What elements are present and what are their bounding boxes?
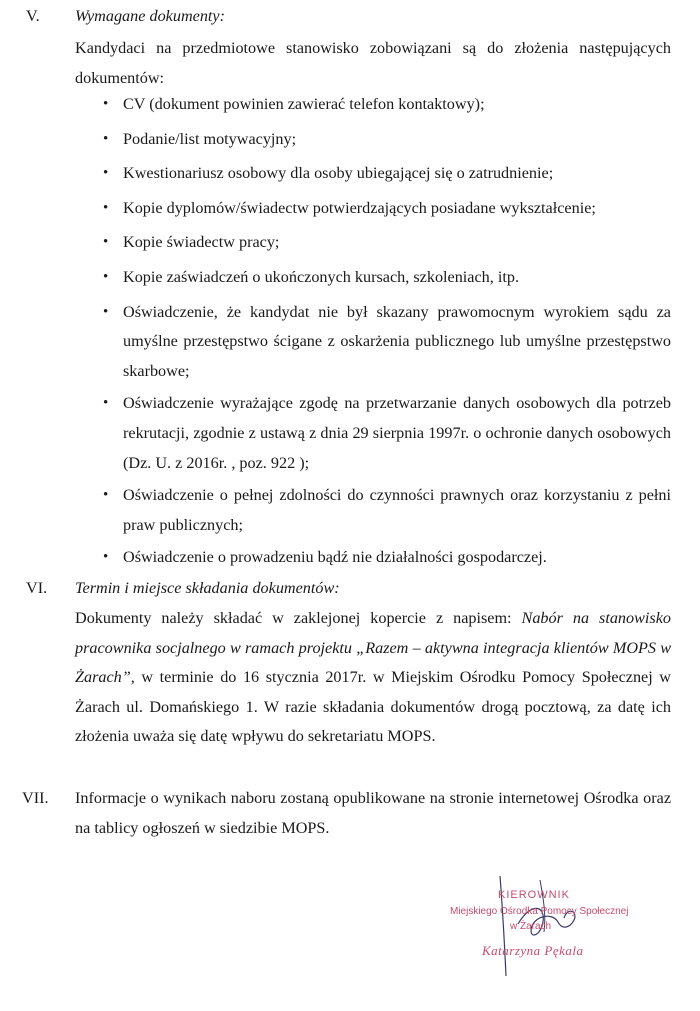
list-item-text: Podanie/list motywacyjny; xyxy=(123,129,297,148)
section-v-heading: Wymagane dokumenty: xyxy=(75,7,225,25)
list-item xyxy=(0,228,671,258)
section-vi-text xyxy=(75,604,671,752)
list-item-text: Oświadczenie, że kandydat nie był skazany prawomocnym wyrokiem sądu za umyślne przestępstwo ścigane z oskarżenia publicznego lub umyślne przestępstwo skarbowe; xyxy=(123,302,671,380)
bullet-icon: • xyxy=(103,487,109,504)
bullet-icon: • xyxy=(103,268,109,285)
list-item xyxy=(0,194,671,224)
list-item xyxy=(0,543,671,573)
list-item-text: Kwestionariusz osobowy dla osoby ubiegającej się o zatrudnienie; xyxy=(123,164,554,183)
official-stamp xyxy=(440,872,670,982)
section-v-intro: Kandydaci na przedmiotowe stanowisko zobowiązani są do złożenia następujących dokumentów: xyxy=(75,39,671,87)
list-item-text: CV (dokument powinien zawierać telefon kontaktowy); xyxy=(123,95,485,113)
bullet-icon: • xyxy=(103,395,109,412)
envelope-inscription: Nabór na stanowisko pracownika socjalnego w ramach projektu „Razem – aktywna integracja klientów MOPS w Żarach” xyxy=(75,609,671,687)
list-item-text: Oświadczenie o prowadzeniu bądź nie działalności gospodarczej. xyxy=(123,548,547,567)
bullet-icon: • xyxy=(103,549,109,566)
bullet-icon: • xyxy=(103,165,109,182)
list-item-text: Oświadczenie o pełnej zdolności do czynności prawnych oraz korzystaniu z pełni praw publicznych; xyxy=(123,486,671,534)
stamp-title: KIEROWNIK xyxy=(498,889,570,901)
section-vi-numeral: VI. xyxy=(26,579,48,597)
list-item-text: Oświadczenie wyrażające zgodę na przetwarzanie danych osobowych dla potrzeb rekrutacji, zgodnie z ustawą z dnia 29 sierpnia 1997r. o ochronie danych osobowych (Dz. U. z 2016r. , poz. 922 ); xyxy=(123,394,671,472)
section-vi-text-details: , w terminie do 16 stycznia 2017r. w Miejskim Ośrodku Pomocy Społecznej w Żarach ul. Domańskiego 1. W razie składania dokumentów drogą pocztową, za datę ich złożenia uważa się datę wpływu do sekretariatu MOPS. xyxy=(75,668,671,746)
section-vi-heading: Termin i miejsce składania dokumentów: xyxy=(75,579,340,597)
section-vii-numeral: VII. xyxy=(22,789,49,807)
stamp-place: w Żarach xyxy=(510,921,552,932)
bullet-icon: • xyxy=(103,234,109,251)
list-item-text: Kopie dyplomów/świadectw potwierdzających posiadane wykształcenie; xyxy=(123,198,596,217)
list-item-text: Kopie świadectw pracy; xyxy=(123,233,280,252)
bullet-icon: • xyxy=(103,96,109,112)
list-item-text: Kopie zaświadczeń o ukończonych kursach, szkoleniach, itp. xyxy=(123,267,520,286)
bullet-icon: • xyxy=(103,130,109,147)
list-item xyxy=(0,159,671,189)
section-vii-text: Informacje o wynikach naboru zostaną opublikowane na stronie internetowej Ośrodka oraz na tablicy ogłoszeń w siedzibie MOPS. xyxy=(75,789,671,837)
list-item xyxy=(0,263,671,293)
required-documents-list xyxy=(0,90,700,576)
list-item xyxy=(0,125,671,155)
stamp-organization: Miejskiego Ośrodka Pomocy Społecznej xyxy=(450,906,629,917)
section-v-numeral: V. xyxy=(26,7,40,25)
list-item xyxy=(0,90,671,120)
list-item xyxy=(0,389,671,478)
section-vi-text-intro: Dokumenty należy składać w zaklejonej kopercie z napisem: xyxy=(75,609,522,627)
bullet-icon: • xyxy=(103,199,109,216)
list-item xyxy=(0,298,671,387)
stamp-name: Katarzyna Pękala xyxy=(482,943,584,958)
bullet-icon: • xyxy=(103,303,109,320)
list-item xyxy=(0,481,671,540)
